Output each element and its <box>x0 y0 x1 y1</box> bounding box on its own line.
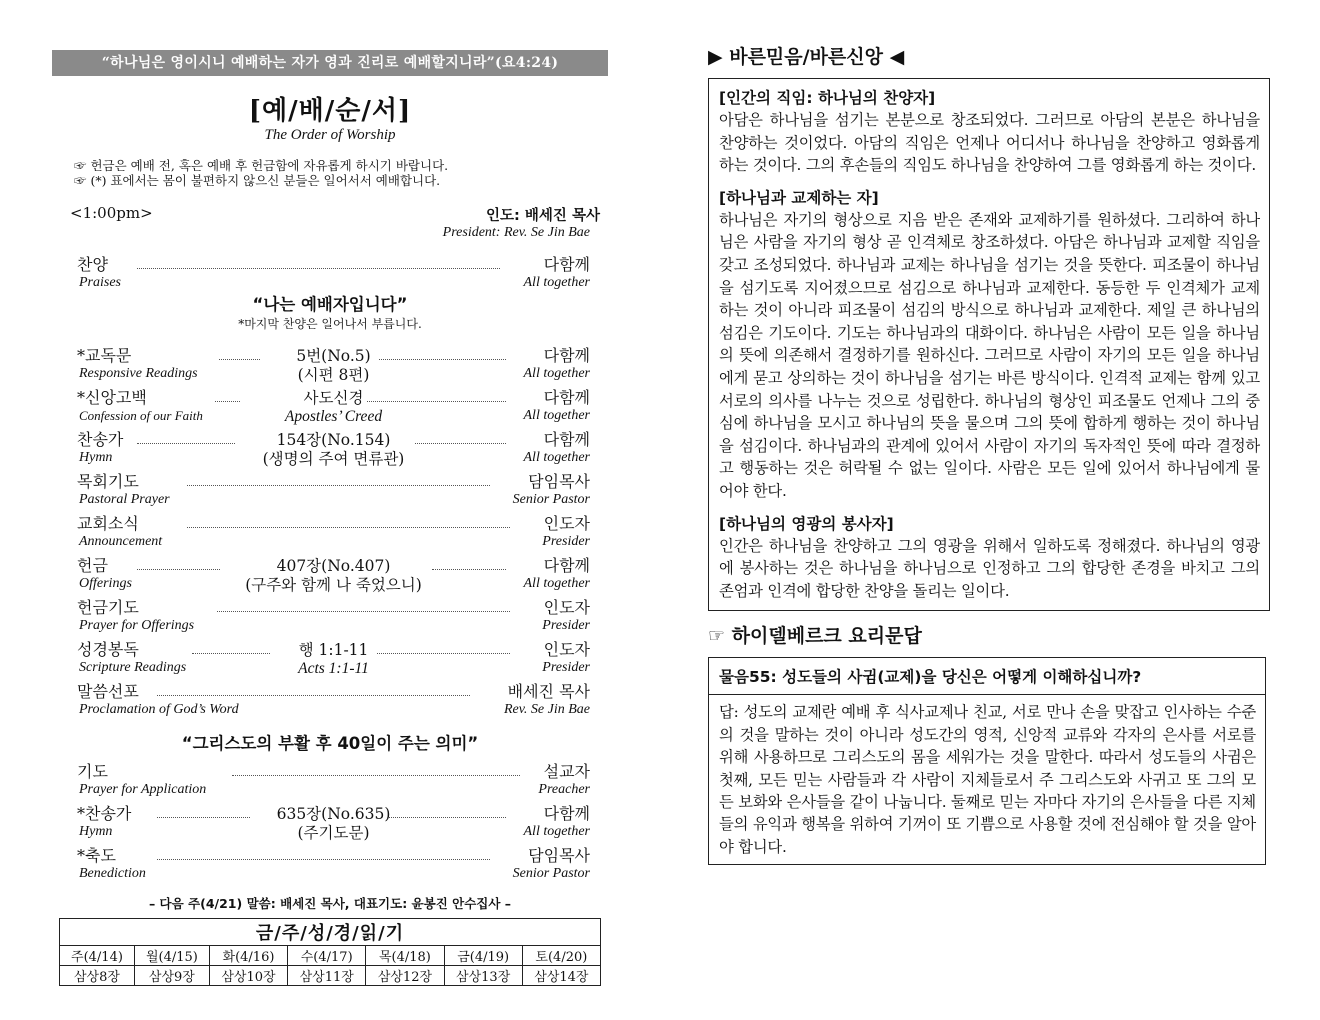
order-subtitle: The Order of Worship <box>264 127 396 143</box>
item-center-kr: 154장(No.154) <box>276 431 391 449</box>
worship-item-benediction <box>77 846 590 888</box>
item-title-en: Prayer for Offerings <box>79 618 195 633</box>
dotted-leader <box>432 569 506 570</box>
item-title-en: Offerings <box>79 576 132 591</box>
item-leader-kr: 다함께 <box>543 556 590 575</box>
worship-item-offering-prayer <box>77 598 590 640</box>
day-cell: 목(4/18) <box>366 946 444 966</box>
note-standing: ☞ (*) 표에서는 몸이 불편하지 않으신 분들은 일어서서 예배합니다. <box>74 173 441 188</box>
item-leader-en: All together <box>523 824 590 839</box>
section-note-1: *마지막 찬양은 일어나서 부릅니다. <box>238 317 422 331</box>
article-section-text: 하나님은 자기의 형상으로 지음 받은 존재와 교제하기를 원하셨다. 그리하여 하나님은 사람을 자기의 형상 곧 인격체로 창조하셨다. 아담은 하나님과 교제할 직임을 갖고 조성되었다. 하나님과 교제는 하나님을 섬기는 것을 뜻한다. 피조물이 하나님을 섬기도록 지어졌으므로 섬김으로 하나님과 교제한다. 동등한 두 인격체가 교제하는 것이 아니라 피조물이 섬김의 방식으로 하나님과 교제한다. 제일 큰 하나님의 섬김은 기도이다. 기도는 하나님과의 대화이다. 하나님은 사람이 모든 일을 하나님의 뜻에 의존해서 결정하기를 원하신다. 그러므로 사람이 자기의 모든 일을 하나님에게 묻고 상의하는 것이 하나님을 섬기는 바른 방식이다. 인격적 교제는 함께 있고 서로의 의사를 나누는 것으로 성립한다. 하나님의 형상인 피조물도 언제나 그의 중심에 하나님을 모시고 하나님의 뜻을 물으며 그의 뜻에 합하게 행하는 것이 하나님을 섬김이다. 하나님과의 관계에 있어서 사람이 자기의 독자적인 뜻에 따라 결정하고 행동하는 것은 허락될 수 없는 일이다. 사람은 모든 일에 있어서 하나님에게 물어야 한다. <box>719 210 1260 500</box>
item-leader-kr: 다함께 <box>543 430 590 449</box>
item-center-kr: 5번(No.5) <box>296 347 371 365</box>
reading-cell: 삼상10장 <box>209 966 287 986</box>
worship-item-scripture <box>77 640 590 682</box>
day-cell: 금(4/19) <box>444 946 522 966</box>
item-center-kr: 행 1:1-11 <box>298 641 369 659</box>
item-title-en: Pastoral Prayer <box>79 492 170 507</box>
time-row <box>70 204 600 225</box>
faith-article-box <box>708 78 1270 611</box>
worship-notes <box>74 158 608 188</box>
reading-cell: 삼상14장 <box>522 966 600 986</box>
day-cell: 주(4/14) <box>60 946 135 966</box>
item-leader-en: Senior Pastor <box>512 492 590 507</box>
item-leader-en: Presider <box>542 660 590 675</box>
catechism-answer: 답: 성도의 교제란 예배 후 식사교제나 친교, 서로 만나 손을 맞잡고 인사하는 수준의 것을 말하는 것이 아니라 성도간의 영적, 신앙적 교류와 각자의 은사를 서로를 위해 사용하므로 그리스도의 몸을 세워가는 것을 말한다. 따라서 성도들의 사귐은 첫째, 모든 믿는 사람들과 각 사람이 지체들로서 주 그리스도와 사귀고 또 그의 모든 보화와 은사들을 같이 나눕니다. 둘째로 믿는 자마다 자기의 은사들을 다른 지체들의 유익과 행복을 위하여 기꺼이 또 기쁨으로 사용할 것에 전심해야 할 것을 알아야 합니다. <box>719 703 1256 856</box>
item-center-en: (구주와 함께 나 죽었으니) <box>245 576 422 594</box>
catechism-box <box>708 657 1266 865</box>
dotted-leader <box>187 485 490 486</box>
item-title-kr: 교회소식 <box>77 514 139 533</box>
item-leader-en: All together <box>523 275 590 290</box>
item-title-kr: 기도 <box>77 762 108 781</box>
item-center-kr: 사도신경 <box>303 389 364 407</box>
item-title-en: Hymn <box>79 450 113 465</box>
item-center-en: (생명의 주여 면류관) <box>262 450 405 468</box>
presider-en: President: Rev. Se Jin Bae <box>442 225 590 240</box>
item-title-kr: *찬송가 <box>77 804 132 823</box>
item-title-kr: 헌금기도 <box>77 598 139 617</box>
dotted-leader <box>157 695 470 696</box>
item-title-en: Scripture Readings <box>79 660 187 675</box>
catechism-heading: ☞ 하이델베르크 요리문답 <box>708 625 922 648</box>
item-title-en: Announcement <box>79 534 163 549</box>
worship-item-application-prayer <box>77 762 590 804</box>
item-title-kr: *축도 <box>77 846 116 865</box>
item-leader-kr: 담임목사 <box>528 472 590 491</box>
worship-item-responsive-reading <box>77 346 590 388</box>
day-cell: 토(4/20) <box>522 946 600 966</box>
dotted-leader <box>137 268 500 269</box>
item-leader-kr: 인도자 <box>543 514 590 533</box>
item-title-kr: 찬양 <box>77 255 108 274</box>
bible-reading-title: 금/주/성/경/읽/기 <box>60 919 601 946</box>
day-cell: 월(4/15) <box>134 946 209 966</box>
article-section-title: [하나님과 교제하는 자] <box>719 188 879 207</box>
item-center-kr: 635장(No.635) <box>276 805 391 823</box>
table-row-days <box>60 946 601 966</box>
table-row-readings <box>60 966 601 986</box>
reading-cell: 삼상13장 <box>444 966 522 986</box>
item-title-kr: 성경봉독 <box>77 640 139 659</box>
item-leader-en: Rev. Se Jin Bae <box>503 702 590 717</box>
item-center-en: Apostles’ Creed <box>284 408 383 425</box>
day-cell: 수(4/17) <box>288 946 366 966</box>
item-title-kr: 찬송가 <box>77 430 124 449</box>
item-leader-en: All together <box>523 366 590 381</box>
worship-item-announcement <box>77 514 590 556</box>
reading-cell: 삼상12장 <box>366 966 444 986</box>
item-leader-kr: 다함께 <box>543 346 590 365</box>
item-center-en: (시편 8편) <box>297 366 370 384</box>
article-section-title: [하나님의 영광의 봉사자] <box>719 514 894 533</box>
dotted-leader <box>415 443 506 444</box>
article-section-text: 아담은 하나님을 섬기는 본분으로 창조되었다. 그러므로 아담의 본분은 하나님을 찬양하는 것이었다. 아담의 직임은 언제나 어디서나 하나님을 찬양하고 영화롭게 하는 것이다. 그의 후손들의 직임도 하나님을 찬양하여 그를 영화롭게 하는 것이다. <box>719 111 1260 175</box>
section-title-1: “나는 예배자입니다” <box>252 295 408 314</box>
verse-banner: “하나님은 영이시니 예배하는 자가 영과 진리로 예배할지니라”(요4:24) <box>52 50 608 76</box>
presider-kr: 인도: 배세진 목사 <box>486 208 600 224</box>
item-leader-kr: 배세진 목사 <box>507 682 590 701</box>
item-title-kr: 헌금 <box>77 556 108 575</box>
reading-cell: 삼상8장 <box>60 966 135 986</box>
item-leader-en: Senior Pastor <box>512 866 590 881</box>
dotted-leader <box>367 401 506 402</box>
dotted-leader <box>377 653 510 654</box>
faith-article-page <box>708 44 1270 865</box>
worship-item-creed <box>77 388 590 430</box>
faith-heading: ▶ 바른믿음/바른신앙 ◀ <box>708 46 905 68</box>
item-title-kr: *신앙고백 <box>77 388 147 407</box>
item-center-en: (주기도문) <box>297 824 370 842</box>
dotted-leader <box>387 817 506 818</box>
dotted-leader <box>379 359 506 360</box>
item-center-kr: 407장(No.407) <box>276 557 391 575</box>
next-week-notice: – 다음 주(4/21) 말씀: 배세진 목사, 대표기도: 윤봉진 안수집사 – <box>148 896 512 911</box>
item-title-kr: *교독문 <box>77 346 132 365</box>
dotted-leader <box>232 775 520 776</box>
item-leader-en: Presider <box>542 618 590 633</box>
item-title-en: Hymn <box>79 824 113 839</box>
worship-item-sermon <box>77 682 590 724</box>
dotted-leader <box>187 527 510 528</box>
item-leader-en: All together <box>523 576 590 591</box>
reading-cell: 삼상9장 <box>134 966 209 986</box>
item-leader-kr: 다함께 <box>543 388 590 407</box>
item-leader-kr: 인도자 <box>543 640 590 659</box>
worship-item-hymn-635 <box>77 804 590 846</box>
item-leader-en: Presider <box>542 534 590 549</box>
item-title-en: Prayer for Application <box>79 782 207 797</box>
item-leader-en: Preacher <box>538 782 590 797</box>
note-offering: ☞ 헌금은 예배 전, 혹은 예배 후 헌금함에 자유롭게 하시기 바랍니다. <box>74 158 449 173</box>
item-title-en: Proclamation of God’s Word <box>79 702 239 717</box>
article-section-text: 인간은 하나님을 찬양하고 그의 영광을 위해서 일하도록 정해졌다. 하나님의 영광에 봉사하는 것은 하나님을 하나님으로 인정하고 그의 합당한 존경을 바치고 그의 존엄과 인격에 합당한 찬양을 돌리는 일이다. <box>719 536 1260 600</box>
item-leader-kr: 설교자 <box>543 762 590 781</box>
dotted-leader <box>157 859 490 860</box>
service-time: <1:00pm> <box>70 204 153 222</box>
item-leader-kr: 다함께 <box>543 255 590 274</box>
item-center-en: Acts 1:1-11 <box>298 660 369 677</box>
day-cell: 화(4/16) <box>209 946 287 966</box>
worship-item-praise <box>77 255 590 297</box>
catechism-question: 물음55: 성도들의 사귐(교제)을 당신은 어떻게 이해하십니까? <box>709 658 1265 695</box>
item-leader-kr: 다함께 <box>543 804 590 823</box>
reading-cell: 삼상11장 <box>288 966 366 986</box>
worship-item-hymn-154 <box>77 430 590 472</box>
item-title-en: Responsive Readings <box>79 366 198 381</box>
item-title-kr: 목회기도 <box>77 472 139 491</box>
article-section-title: [인간의 직임: 하나님의 찬양자] <box>719 89 936 107</box>
item-title-kr: 말씀선포 <box>77 682 139 701</box>
order-of-worship-page <box>52 50 608 986</box>
item-leader-en: All together <box>523 408 590 423</box>
worship-item-pastoral-prayer <box>77 472 590 514</box>
weekly-bible-reading-table <box>59 918 601 986</box>
sermon-title: “그리스도의 부활 후 40일이 주는 의미” <box>181 734 479 753</box>
item-title-en: Praises <box>79 275 121 290</box>
item-leader-kr: 인도자 <box>543 598 590 617</box>
item-leader-kr: 담임목사 <box>528 846 590 865</box>
item-leader-en: All together <box>523 450 590 465</box>
item-title-en: Benediction <box>79 866 146 881</box>
order-title: [예/배/순/서] <box>248 96 412 126</box>
item-title-en: Confession of our Faith <box>79 408 203 423</box>
dotted-leader <box>217 611 510 612</box>
worship-item-offerings <box>77 556 590 598</box>
